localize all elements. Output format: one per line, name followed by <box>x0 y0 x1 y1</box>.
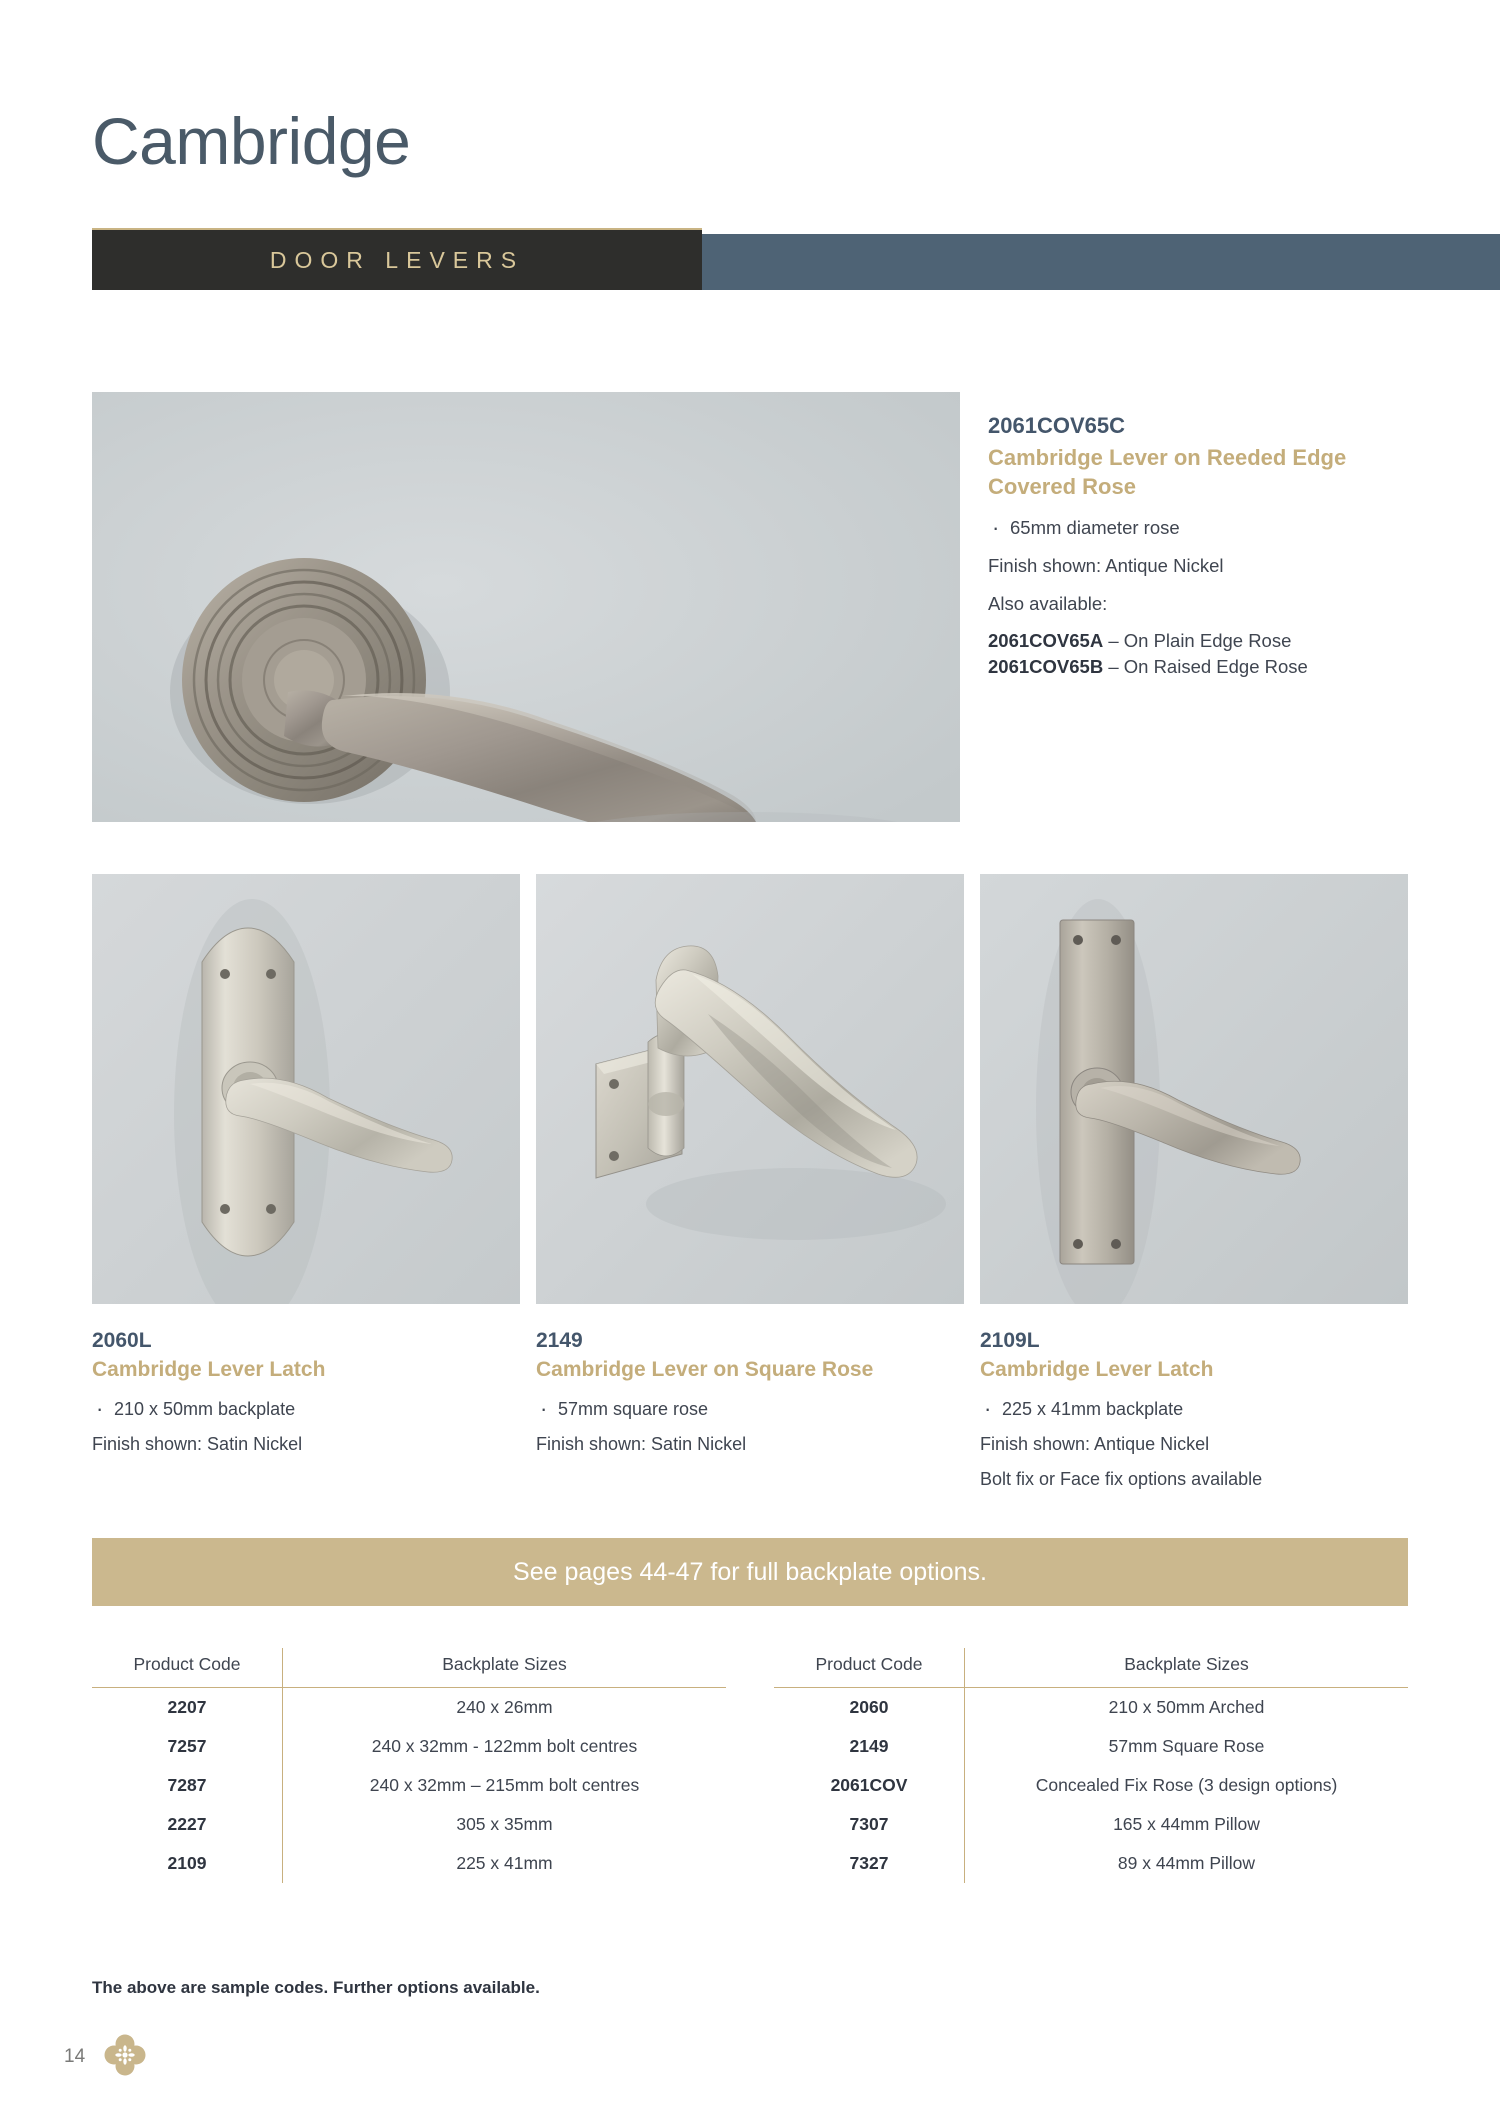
hero-spec-bullet: · 65mm diameter rose <box>988 515 1418 542</box>
banner-label: DOOR LEVERS <box>269 246 525 273</box>
cell-product-code: 7327 <box>774 1844 965 1883</box>
column-header-product-code: Product Code <box>774 1648 965 1688</box>
hero-alt-desc-1: – On Plain Edge Rose <box>1103 630 1292 652</box>
column-header-product-code: Product Code <box>92 1648 283 1688</box>
product-finish: Finish shown: Satin Nickel <box>536 1433 747 1454</box>
cell-product-code: 7287 <box>92 1766 283 1805</box>
table-header-row <box>92 1648 726 1688</box>
cell-product-code: 2109 <box>92 1844 283 1883</box>
cell-backplate-size: 305 x 35mm <box>456 1814 553 1834</box>
cell-product-code: 7257 <box>92 1727 283 1766</box>
product-caption <box>980 1327 1408 1492</box>
cell-product-code: 2227 <box>92 1805 283 1844</box>
cell-product-code: 2149 <box>774 1727 965 1766</box>
product-spec-bullet: · 225 x 41mm backplate <box>980 1396 1408 1422</box>
hero-alt-code-2: 2061COV65B <box>988 655 1104 677</box>
product-photo-2109L <box>980 874 1408 1304</box>
hero-alternatives <box>988 628 1418 679</box>
hero-product-name-line2: Covered Rose <box>988 474 1136 500</box>
cell-product-code: 7307 <box>774 1805 965 1844</box>
product-code: 2060L <box>92 1329 152 1352</box>
product-fix-options: Bolt fix or Face fix options available <box>980 1468 1263 1489</box>
lever-on-reeded-rose-image <box>92 392 960 822</box>
hero-alt-code-1: 2061COV65A <box>988 630 1104 652</box>
spec-table-right <box>774 1648 1408 1883</box>
product-caption <box>92 1327 520 1457</box>
cell-backplate-size: 225 x 41mm <box>456 1853 553 1873</box>
product-name: Cambridge Lever Latch <box>980 1358 1214 1382</box>
product-tile <box>536 874 964 1492</box>
section-banner <box>0 228 1500 290</box>
product-photo-2060L <box>92 874 520 1304</box>
hero-alt-desc-2: – On Raised Edge Rose <box>1103 655 1308 677</box>
hero-also-available-label: Also available: <box>988 592 1108 614</box>
quatrefoil-logo-icon <box>104 2034 146 2076</box>
table-row <box>92 1727 726 1766</box>
lever-on-square-rose-image <box>536 874 964 1304</box>
page-number: 14 <box>64 2046 86 2067</box>
product-spec-bullet: · 210 x 50mm backplate <box>92 1396 520 1422</box>
table-row <box>774 1844 1408 1883</box>
table-row <box>92 1805 726 1844</box>
hero-product-photo <box>92 392 960 822</box>
product-name: Cambridge Lever on Square Rose <box>536 1358 874 1382</box>
cell-product-code: 2060 <box>774 1688 965 1728</box>
cell-product-code: 2061COV <box>774 1766 965 1805</box>
column-header-backplate-sizes: Backplate Sizes <box>283 1648 727 1688</box>
footnote: The above are sample codes. Further options available. <box>92 1978 540 1997</box>
hero-product-info <box>988 412 1418 679</box>
cell-backplate-size: 240 x 32mm - 122mm bolt centres <box>371 1736 638 1756</box>
spec-table-left <box>92 1648 726 1883</box>
product-code: 2149 <box>536 1329 583 1352</box>
banner-dark-block <box>92 228 702 290</box>
product-finish: Finish shown: Satin Nickel <box>92 1433 303 1454</box>
hero-product-name-line1: Cambridge Lever on Reeded Edge <box>988 444 1347 470</box>
product-code-tables <box>92 1648 1408 1883</box>
hero-alt-option-2 <box>988 654 1418 680</box>
cell-backplate-size: 240 x 32mm – 215mm bolt centres <box>369 1775 640 1795</box>
cell-backplate-size: 89 x 44mm Pillow <box>1117 1853 1256 1873</box>
product-code: 2109L <box>980 1329 1040 1352</box>
backplate-options-callout <box>92 1538 1408 1606</box>
table-row <box>774 1766 1408 1805</box>
hero-product-code: 2061COV65C <box>988 413 1125 438</box>
cell-backplate-size: 240 x 26mm <box>456 1697 553 1717</box>
product-tile <box>92 874 520 1492</box>
lever-latch-arched-backplate-image <box>92 874 520 1304</box>
column-header-backplate-sizes: Backplate Sizes <box>965 1648 1409 1688</box>
table-row <box>92 1688 726 1728</box>
lever-latch-square-backplate-image <box>980 874 1408 1304</box>
product-name: Cambridge Lever Latch <box>92 1358 326 1382</box>
table-row <box>774 1805 1408 1844</box>
product-tile <box>980 874 1408 1492</box>
cell-product-code: 2207 <box>92 1688 283 1728</box>
cell-backplate-size: 57mm Square Rose <box>1108 1736 1265 1756</box>
table-row <box>92 1766 726 1805</box>
table-row <box>92 1844 726 1883</box>
hero-finish: Finish shown: Antique Nickel <box>988 554 1224 576</box>
callout-text: See pages 44-47 for full backplate options. <box>513 1557 987 1586</box>
hero-alt-option-1 <box>988 628 1418 654</box>
table-row <box>774 1688 1408 1728</box>
table-row <box>774 1727 1408 1766</box>
product-finish: Finish shown: Antique Nickel <box>980 1433 1210 1454</box>
table-header-row <box>774 1648 1408 1688</box>
banner-slate-bar <box>660 234 1500 290</box>
product-caption <box>536 1327 964 1457</box>
product-photo-2149 <box>536 874 964 1304</box>
product-tile-grid <box>92 874 1408 1492</box>
cell-backplate-size: 165 x 44mm Pillow <box>1113 1814 1260 1834</box>
page-title: Cambridge <box>92 104 411 178</box>
product-spec-bullet: · 57mm square rose <box>536 1396 964 1422</box>
cell-backplate-size: 210 x 50mm Arched <box>1108 1697 1265 1717</box>
cell-backplate-size: Concealed Fix Rose (3 design options) <box>1035 1775 1338 1795</box>
